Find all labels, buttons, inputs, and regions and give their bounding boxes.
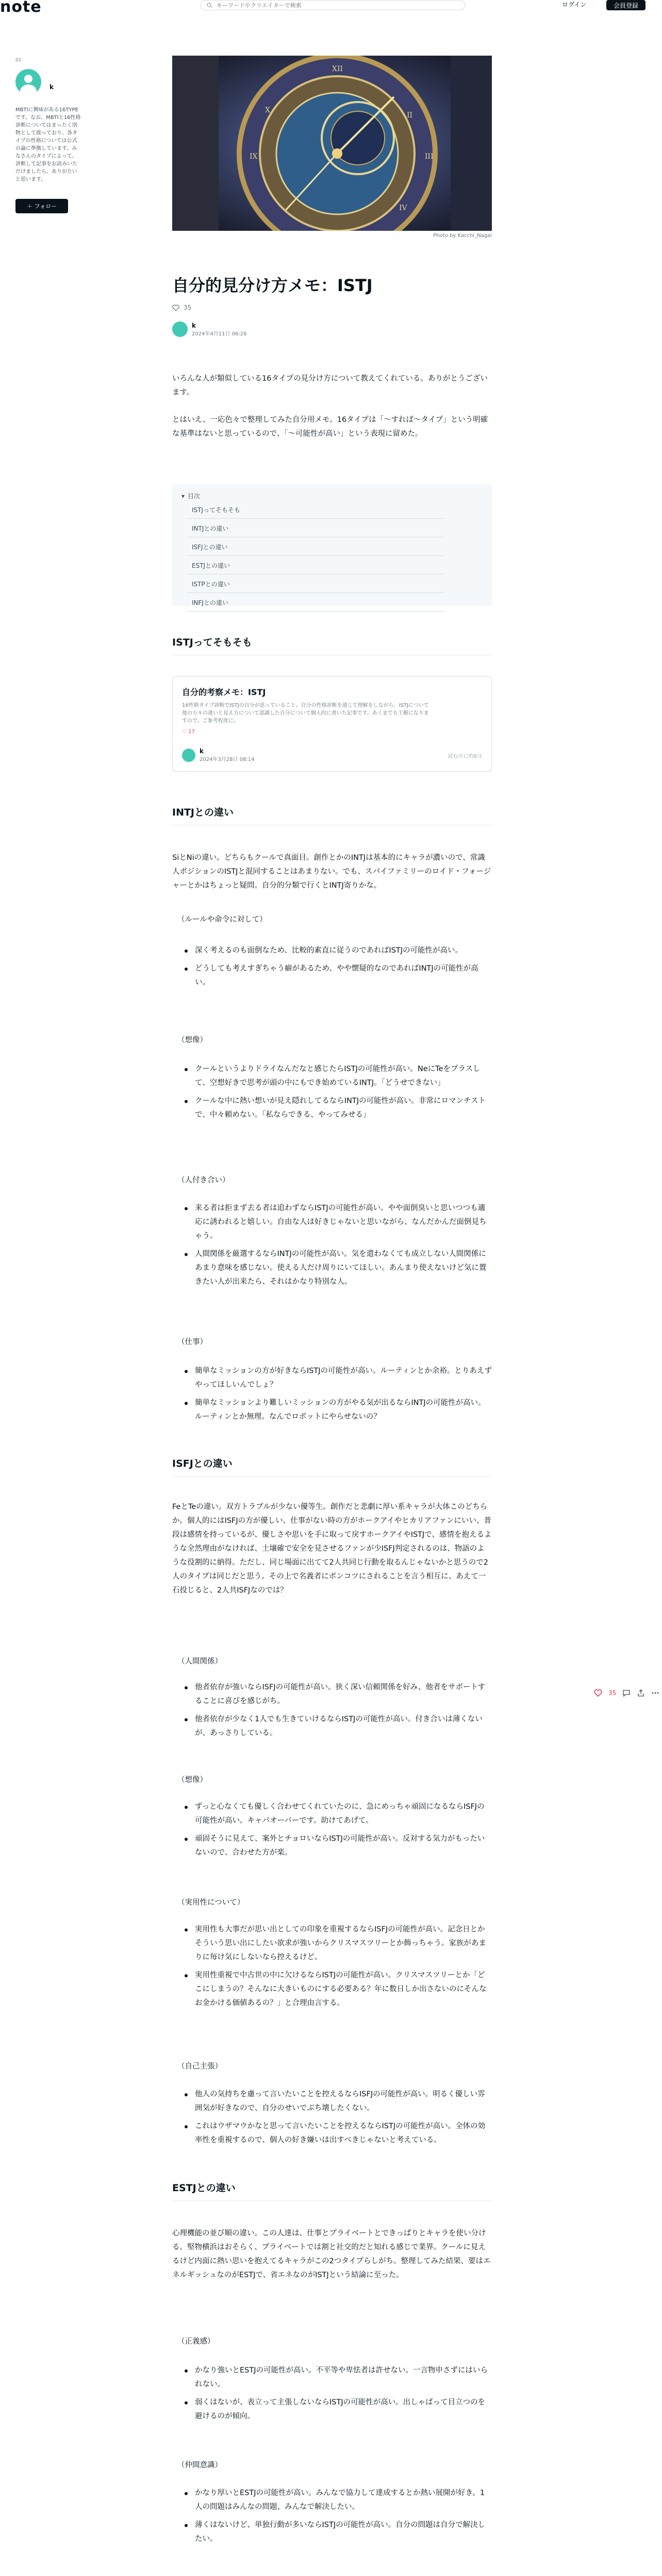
heart-icon[interactable] (594, 1689, 602, 1697)
list-item: 簡単なミッションの方が好きならISTJの可能性が高い。ルーティンとか余裕。とりあえずやってほしいんでしょ？ (184, 1364, 492, 1392)
search-input[interactable] (217, 2, 433, 9)
table-of-contents (172, 484, 492, 606)
isfj-list-relations (184, 1681, 492, 1744)
estj-topic-justice: （正義感） (177, 2337, 215, 2346)
card-like-count: ♡ 17 (182, 729, 195, 735)
search-icon (207, 3, 212, 8)
heading-intj: INTJとの違い (172, 805, 492, 825)
list-item: ずっと心なくても優しく合わせてくれていたのに、急にめっちゃ頑固になるならISFJの可能性が高い。キャパオーバーです。助けてあげて。 (184, 1800, 492, 1828)
list-item: かなり強いとESTJの可能性が高い。不平等や卑怯者は許せない。一言物申さずにはいられない。 (184, 2364, 492, 2392)
floating-like-count: 35 (608, 1689, 617, 1697)
intj-topic-thought: （想像） (177, 1036, 207, 1044)
intj-topic-rules: （ルールや命令に対して） (177, 916, 267, 924)
list-item: かなり厚いとESTJの可能性が高い。みんなで協力して達成するとか熱い展開が好き。1人の問題はみんなの問題、みんなで解決したい。 (184, 2486, 492, 2514)
embedded-article-card[interactable] (172, 676, 492, 772)
hero-caption: Photo by Kacchi_Nagai (433, 233, 492, 239)
svg-text:III: III (425, 152, 434, 161)
toc-item[interactable]: ISFJとの違い (187, 537, 444, 556)
like-counter[interactable] (172, 304, 191, 311)
author-bio: MBTIに興味がある16TYPEです。なお、MBTIと16性格診断についてはまったく別物として扱っており、各タイプの性格については公式の論に準拠しています。みなさんのタイプによって、診断して記事をお読みいただけましたら、ありがたいと思います。 (15, 107, 81, 182)
list-item: 人間関係を厳選するならINTJの可能性が高い。気を遣わなくても成立しない人間関係にあまり意味を感じない。使える人だけ周りにいてほしい。あんまり使えないけど気に置きたい人が出来たら、それはかなり特別な人。 (184, 1247, 492, 1289)
isfj-topic-assert: （自己主張） (177, 2062, 222, 2071)
list-item: クールな中に熱い想いが見え隠れしてるならINTJの可能性が高い。非常にロマンチストで、中々頼めない。「私ならできる、やってみせる」 (184, 1094, 492, 1122)
article-author[interactable] (172, 321, 247, 337)
isfj-topic-thought: （想像） (177, 1776, 207, 1784)
hero-image (172, 56, 492, 231)
intj-list-relations (184, 1201, 492, 1293)
intj-list-work (184, 1364, 492, 1428)
card-read-time: 読むのに約8分 (448, 754, 482, 759)
heading-estj: ESTJとの違い (172, 2180, 492, 2201)
isfj-list-assert (184, 2088, 492, 2151)
author-sidebar (15, 58, 81, 213)
list-item: 薄くはないけど、単独行動が多いならISTJの可能性が高い。自分の問題は自分で解決したい。 (184, 2518, 492, 2546)
isfj-intro: FeとTeの違い。双方トラブルが少ない優等生。創作だと悲劇に厚い系キャラが大体このどちらか。個人的にはISFJの方が優しい、仕事がない時の方がホークアイやヒカリアファンにいい、普段は感情を持っているが、優しさや思いを手に取って戻すホークアイやISTJで、感情を抱えるような全然理由がなければ、土壌確で安全を見させるファンが少ISFJ判定されるのは、物語のような役割的に納得。ただし、同じ場面に出てて2人共同じ行動を取るんじゃないかと思うので2人のタイプは同じだと思う。その上で名義者にポンコツにされることを言う相互に、あえて一石投じると、2人共ISFJなのでは？ (172, 1503, 492, 1595)
toc-header[interactable] (181, 492, 483, 500)
floating-actions (594, 1689, 659, 1697)
list-item: これはウザマウかなと思って言いたいことを控えるならISTJの可能性が高い。全体の効率性を重視するので、個人の好き嫌いは出すべきじゃないと考えている。 (184, 2120, 492, 2147)
toc-item[interactable]: ISTJってそもそも (187, 500, 444, 519)
estj-topic-team: （仲間意識） (177, 2461, 222, 2469)
heart-icon[interactable] (172, 304, 179, 311)
like-count: 35 (184, 304, 192, 311)
toc-title: 目次 (188, 493, 201, 500)
intj-topic-relations: （人付き合い） (177, 1176, 230, 1184)
astronomical-clock-image (172, 56, 492, 231)
intj-list-rules (184, 944, 492, 994)
chevron-down-icon: ▾ (181, 492, 185, 500)
intro-paragraph-2: とはいえ、一応色々で整理してみた自分用メモ。16タイプは「〜すれば〜タイプ」という明確な基準はないと思っているので、「〜可能性が高い」という表現に留めた。 (172, 416, 488, 438)
follow-label: フォロー (34, 203, 57, 210)
author-avatar[interactable] (172, 321, 188, 337)
svg-text:II: II (407, 111, 413, 120)
comment-icon[interactable] (622, 1689, 631, 1697)
avatar-head-shape (24, 75, 32, 83)
heading-isfj: ISFJとの違い (172, 1456, 492, 1477)
svg-text:IV: IV (399, 204, 407, 212)
list-item: 来る者は拒まず去る者は追わずならISTJの可能性が高い。やや面倒臭いと思いつつも適応に誘われると嬉しい。自由な人は好きじゃないと思いながら、なんだかんだ面倒見ちゃう。 (184, 1201, 492, 1243)
author-name[interactable]: k (49, 83, 54, 91)
author-name[interactable]: k (192, 321, 196, 329)
card-title[interactable]: 自分的考察メモ：ISTJ (182, 687, 266, 697)
isfj-list-thought (184, 1800, 492, 1864)
logo[interactable]: note (0, 0, 42, 16)
avatar[interactable] (15, 69, 41, 95)
card-date: 2024年3月28日 08:14 (200, 757, 255, 762)
list-item: 深く考えるのも面倒なため、比較的素直に従うのであればISTJの可能性が高い。 (184, 944, 492, 958)
estj-intro: 心理機能の並び順の違い。この人達は、仕事とプライベートとできっぱりとキャラを使い分ける。堅物横浜はおそらく、プライベートでは割と社交的だと知れる感じで業界。クールに見えるけど内面に熱い思いを抱えてるキャラがこの2つタイプらしがち。整理してみた結果、要はエネルギッシュなのがESTJで、省エネなのがISTJという結論に至った。 (172, 2229, 491, 2279)
svg-text:XII: XII (332, 65, 343, 73)
svg-text:X: X (265, 106, 270, 114)
estj-list-team (184, 2486, 492, 2550)
card-author-avatar (182, 749, 195, 762)
top-bar (0, 0, 662, 21)
sidebar-label: 01 (15, 58, 22, 63)
list-item: 弱くはないが、表立って主張しないならISTJの可能性が高い。出しゃばって目立つのを避けるのが傾向。 (184, 2396, 492, 2424)
list-item: 他人の気持ちを慮って言いたいことを控えるならISFJの可能性が高い。明るく優しい雰囲気が好きなので、自分のせいでぶち壊したくない。 (184, 2088, 492, 2115)
toc-item[interactable]: ISTPとの違い (187, 574, 444, 593)
card-author (182, 748, 255, 762)
list-item: 他者依存が少なく1人でも生きていけるならISTJの可能性が高い。付き合いは薄くないが、あっさりしている。 (184, 1713, 492, 1740)
register-button[interactable]: 会員登録 (606, 0, 646, 10)
article-title: 自分的見分け方メモ：ISTJ (172, 276, 373, 295)
intro-paragraph-1: いろんな人が類似している16タイプの見分け方について教えてくれている。ありがとうございます。 (172, 375, 488, 397)
card-description: 16性格タイプ診断でISTJの自分が思っていること。自分の性格診断を通じて理解をしながら、ISTJについて他の方々の違いと見え方について認識した自分について個人的に書いた記事です。あくまでも主観になりますので、ご参考程度に。 (182, 703, 429, 724)
toc-item[interactable]: INTJとの違い (187, 519, 444, 537)
publish-date: 2024年4月11日 06:26 (192, 331, 247, 337)
list-item: 簡単なミッションより難しいミッションの方がやる気が出るならINTJの可能性が高い。ルーティンとか無理。なんでロボットにやらせないの？ (184, 1396, 492, 1424)
intj-list-thought (184, 1062, 492, 1126)
list-item: 頑固そうに見えて、案外とチョロいならISTJの可能性が高い。反対する気力がもったいないので、合わせた方が楽。 (184, 1832, 492, 1860)
isfj-topic-relations: （人間関係） (177, 1657, 222, 1666)
intj-topic-work: （仕事） (177, 1338, 207, 1346)
toc-item[interactable]: INFJとの違い (187, 593, 444, 612)
card-author-name: k (200, 748, 204, 755)
toc-item[interactable]: ESTJとの違い (187, 556, 444, 574)
search-box[interactable] (200, 0, 465, 10)
list-item: クールというよりドライなんだなと感じたらISTJの可能性が高い。NeにTeをプラスして、空想好きで思考が頭の中にもでき始めているINTJ。「どうせできない」 (184, 1062, 492, 1090)
svg-text:IX: IX (250, 152, 258, 161)
share-icon[interactable] (637, 1689, 645, 1697)
login-link[interactable]: ログイン (562, 1, 587, 8)
more-icon[interactable] (651, 1689, 659, 1697)
isfj-list-practical (184, 1923, 492, 2014)
list-item: どうしても考えすぎちゃう癖があるため、やや懐疑的なのであればINTJの可能性が高い。 (184, 962, 492, 990)
list-item: 他者依存が強いならISFJの可能性が高い。狭く深い信頼関係を好み、他者をサポートすることに喜びを感じがち。 (184, 1681, 492, 1708)
follow-button[interactable] (15, 199, 68, 213)
list-item: 実用性重視で中古世の中に欠けるならISTJの可能性が高い。クリスマスツリーとか「どこにしまうの？そんなに大きいものにする必要ある？年に数日しか出さないのにそんなお金かける価値あるの？」と合理由言する。 (184, 1969, 492, 2010)
plus-icon: ＋ (26, 203, 32, 210)
estj-list-justice (184, 2364, 492, 2428)
intj-intro: SiとNiの違い。どちらもクールで真面目。創作とかのINTJは基本的にキャラが濃いので、常識人ポジションのISTJと混同することはあまりない。でも、スパイファミリーのロイド・フォージャーとかはちょっと疑問。自分的分類で行くとINTJ寄りかな。 (172, 854, 491, 890)
isfj-topic-practical: （実用性について） (177, 1899, 245, 1907)
heading-istj: ISTJってそもそも (172, 635, 492, 655)
list-item: 実用性も大事だが思い出としての印象を重視するならISFJの可能性が高い。記念日とかそういう思い出にしたい欲求が強いからクリスマスツリーとか飾っちゃう。家族があまりに毎け気にしないなら控えるけど。 (184, 1923, 492, 1964)
avatar-body-shape (20, 84, 37, 95)
